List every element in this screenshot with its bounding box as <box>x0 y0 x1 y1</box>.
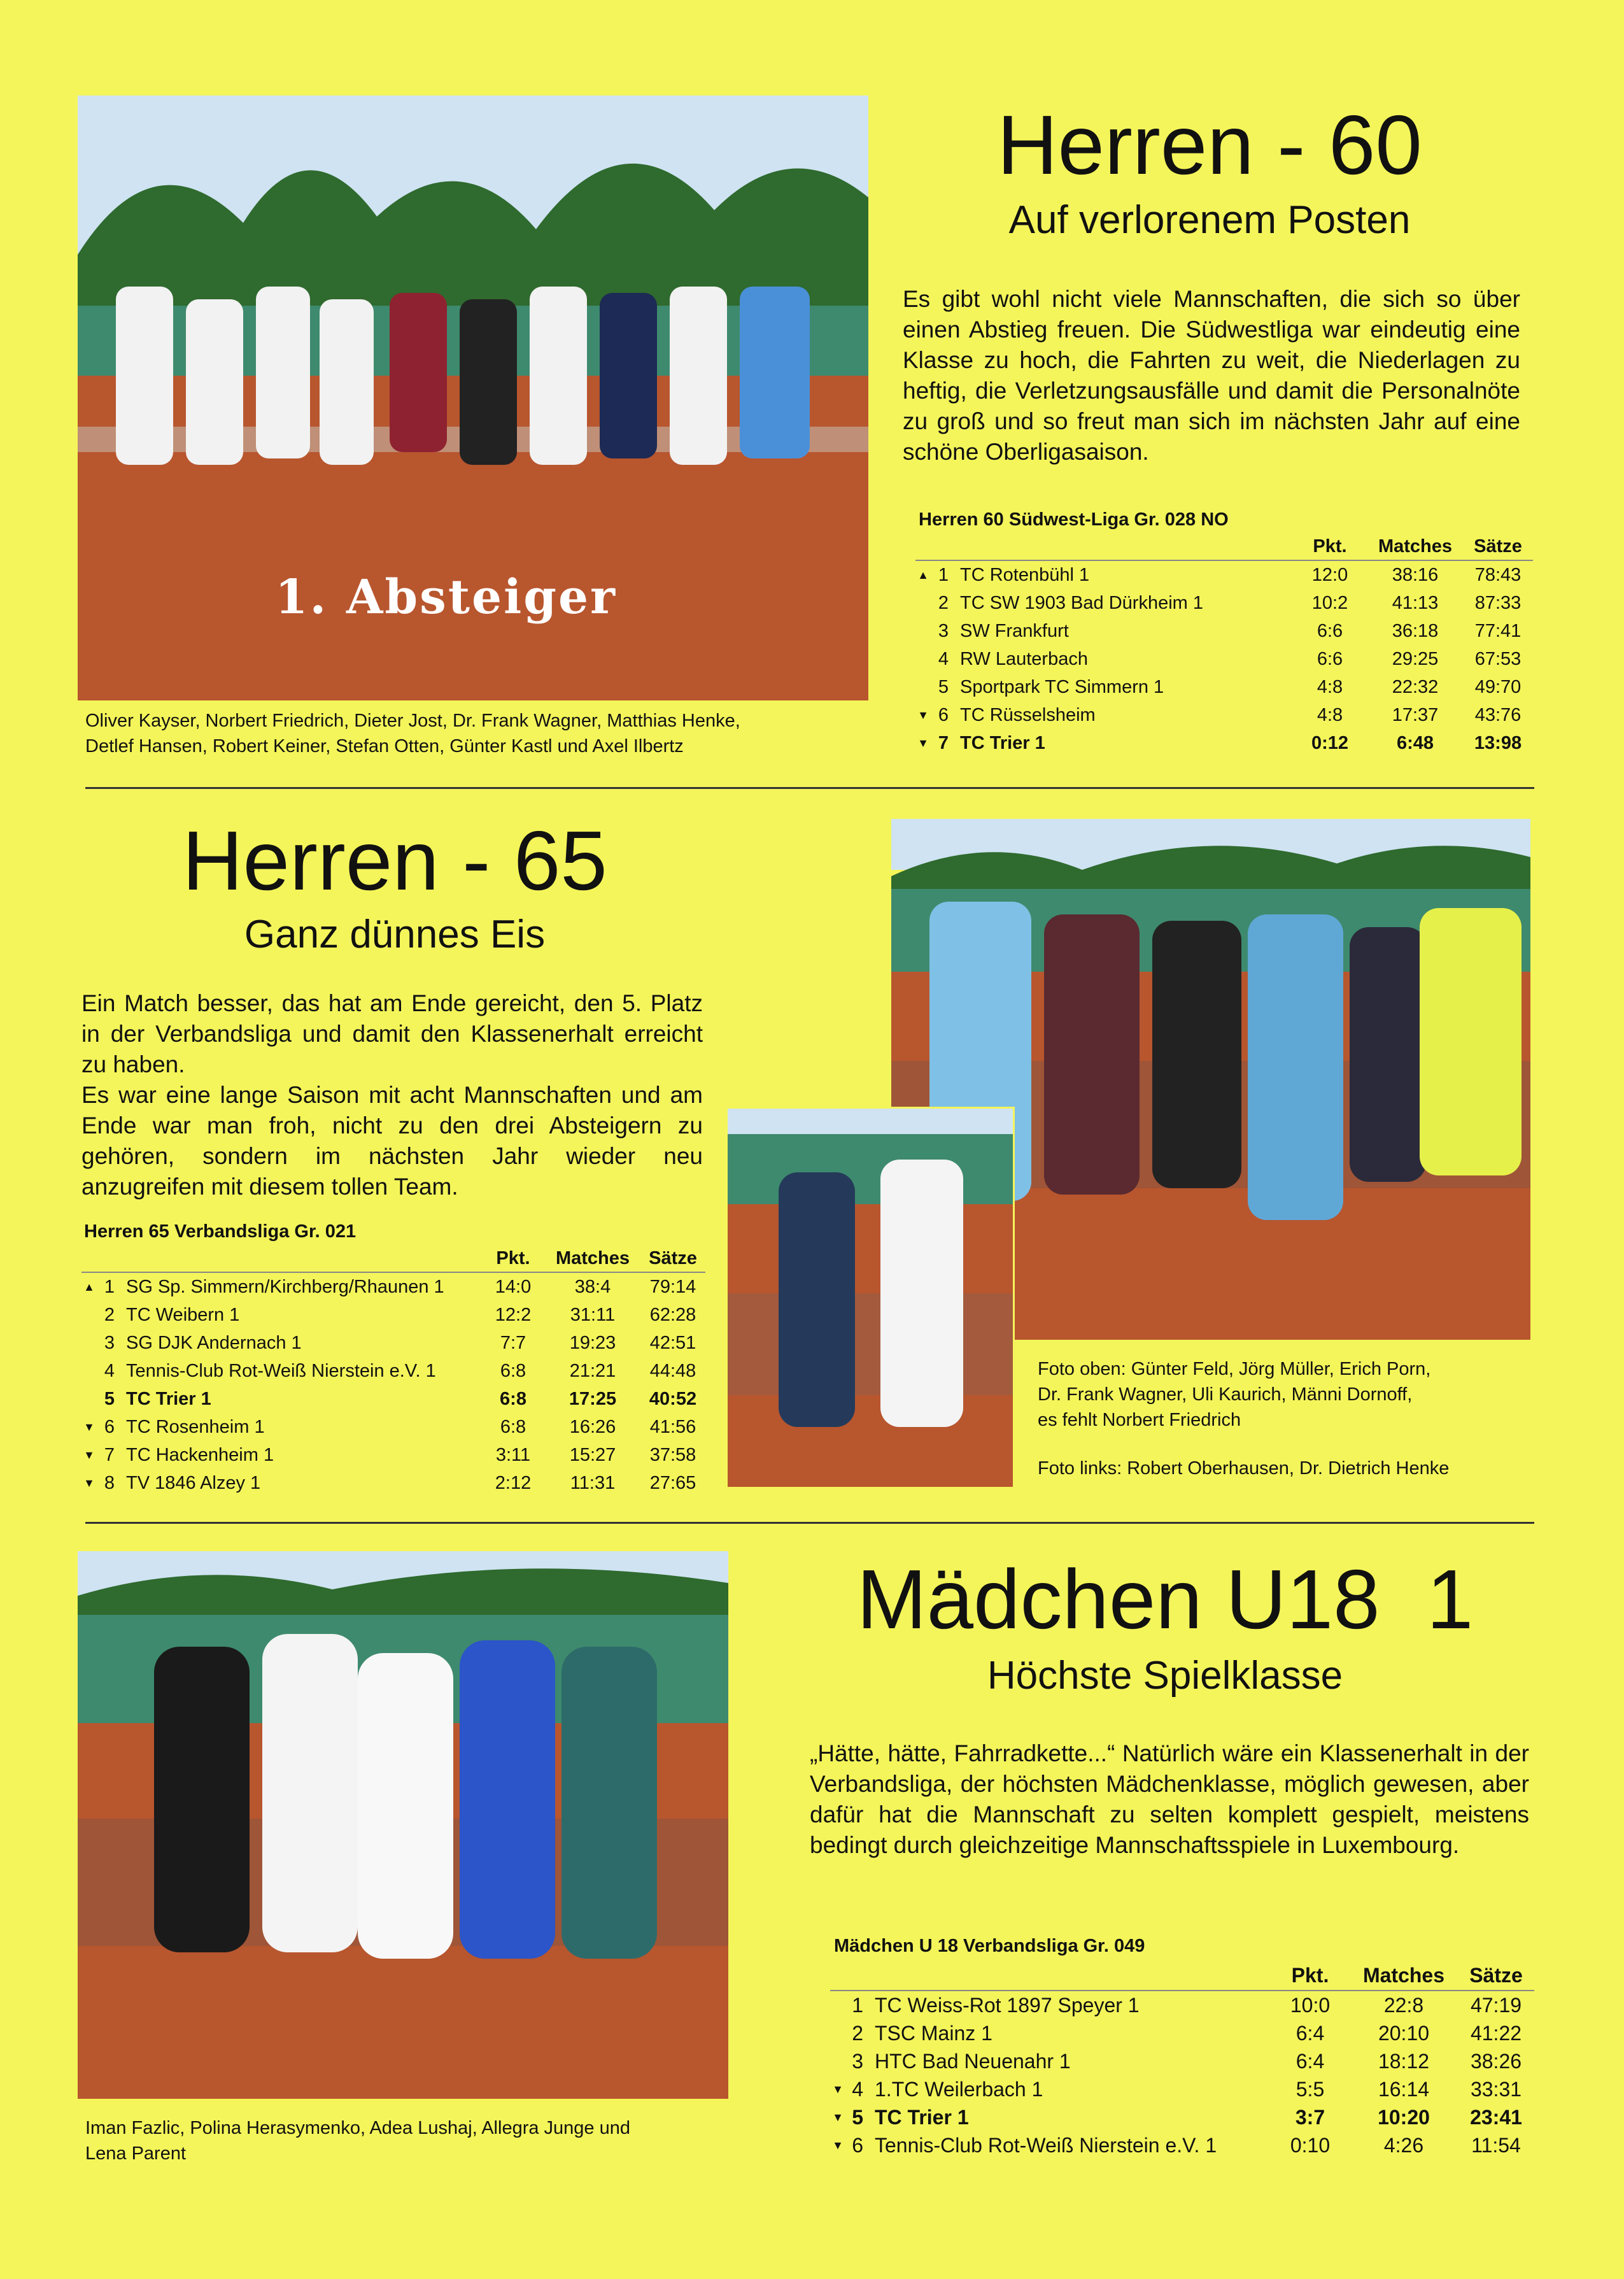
herren65-body-paragraph-1: Ein Match besser, das hat am Ende gereicht, den 5. Platz in der Verbandsliga und damit den Klassenerhalt erreicht zu haben. <box>81 990 703 1077</box>
table-row <box>915 645 1533 673</box>
matches-cell: 38:16 <box>1392 564 1439 585</box>
table-row <box>830 2047 1534 2075</box>
team-cell: RW Lauterbach <box>960 648 1088 669</box>
matches-cell: 6:48 <box>1396 732 1434 753</box>
table-row <box>915 701 1533 729</box>
team-cell: TC Rotenbühl 1 <box>960 564 1090 585</box>
table-row <box>81 1441 705 1469</box>
col-header-saetze: Sätze <box>1474 536 1522 557</box>
rank-cell: 2 <box>852 2021 863 2045</box>
rank-change-arrow: ▼ <box>832 2082 844 2096</box>
sets-cell: 62:28 <box>649 1304 696 1325</box>
caption-line: es fehlt Norbert Friedrich <box>1038 1410 1241 1430</box>
herren65-body-paragraph-2: Es war eine lange Saison mit acht Mannschaften und am Ende war man froh, nicht zu den drei Absteigern zu gehören, sondern im nächsten Jahr wieder neu anzugreifen mit diesem tollen Team. <box>81 1082 703 1200</box>
rank-cell: 7 <box>938 732 949 753</box>
matches-cell: 17:25 <box>568 1388 617 1409</box>
rank-change-arrow: ▼ <box>83 1448 95 1461</box>
col-header-matches: Matches <box>555 1248 630 1268</box>
herren60-team-photo <box>78 96 868 700</box>
caption-line: Iman Fazlic, Polina Herasymenko, Adea Lushaj, Allegra Junge und <box>85 2118 630 2138</box>
points-cell: 3:7 <box>1295 2105 1325 2129</box>
rank-change-arrow <box>915 617 931 645</box>
photo-overlay-text: 1. Absteiger <box>275 570 618 625</box>
points-cell: 4:8 <box>1317 704 1343 725</box>
team-cell: TC Weibern 1 <box>126 1304 240 1325</box>
section-divider <box>85 1522 1534 1524</box>
table-row <box>915 673 1533 701</box>
rank-change-arrow <box>830 2047 845 2075</box>
rank-change-arrow <box>81 1357 97 1385</box>
matches-cell: 31:11 <box>570 1304 616 1325</box>
team-cell: Tennis-Club Rot-Weiß Nierstein e.V. 1 <box>875 2133 1217 2157</box>
rank-cell: 4 <box>938 648 949 669</box>
rank-cell: 4 <box>852 2077 863 2101</box>
sets-cell: 42:51 <box>649 1332 696 1353</box>
rank-change-arrow: ▼ <box>917 708 929 721</box>
table-row <box>81 1272 705 1301</box>
caption-line: Detlef Hansen, Robert Keiner, Stefan Otten, Günter Kastl und Axel Ilbertz <box>85 736 684 756</box>
sets-cell: 67:53 <box>1474 648 1522 669</box>
table-row <box>81 1357 705 1385</box>
matches-cell: 15:27 <box>569 1444 616 1465</box>
sets-cell: 43:76 <box>1474 704 1522 725</box>
rank-cell: 4 <box>104 1360 115 1381</box>
sets-cell: 40:52 <box>649 1388 697 1409</box>
caption-line: Dr. Frank Wagner, Uli Kaurich, Männi Dornoff, <box>1038 1384 1413 1405</box>
table-row <box>81 1469 705 1497</box>
rank-change-arrow <box>830 1991 845 2019</box>
table-row <box>81 1329 705 1357</box>
points-cell: 12:2 <box>495 1304 532 1325</box>
table-row <box>830 2131 1534 2159</box>
matches-cell: 10:20 <box>1378 2105 1430 2129</box>
sets-cell: 13:98 <box>1474 732 1522 753</box>
team-cell: TC Trier 1 <box>126 1388 211 1409</box>
points-cell: 12:0 <box>1311 564 1348 585</box>
team-cell: TC Hackenheim 1 <box>126 1444 274 1465</box>
rank-change-arrow <box>915 645 931 673</box>
matches-cell: 38:4 <box>574 1276 611 1297</box>
team-cell: TC SW 1903 Bad Dürkheim 1 <box>960 592 1203 613</box>
team-cell: SW Frankfurt <box>960 620 1069 641</box>
points-cell: 0:10 <box>1290 2133 1331 2157</box>
matches-cell: 21:21 <box>569 1360 616 1381</box>
sets-cell: 44:48 <box>649 1360 696 1381</box>
points-cell: 6:8 <box>500 1360 526 1381</box>
rank-change-arrow: ▼ <box>832 2138 844 2152</box>
herren65-body <box>81 988 703 1202</box>
herren60-title: Herren - 60 <box>997 98 1422 192</box>
rank-change-arrow <box>81 1329 97 1357</box>
herren60-table-title: Herren 60 Südwest-Liga Gr. 028 NO <box>919 509 1229 530</box>
rank-cell: 3 <box>104 1332 115 1353</box>
table-row <box>830 2075 1534 2103</box>
sets-cell: 41:56 <box>649 1416 696 1437</box>
points-cell: 4:8 <box>1317 676 1343 697</box>
team-cell: SG Sp. Simmern/Kirchberg/Rhaunen 1 <box>126 1276 444 1297</box>
team-cell: TV 1846 Alzey 1 <box>126 1472 261 1493</box>
points-cell: 6:8 <box>500 1416 526 1437</box>
team-cell: TC Rosenheim 1 <box>126 1416 265 1437</box>
sets-cell: 27:65 <box>649 1472 696 1493</box>
team-cell: Sportpark TC Simmern 1 <box>960 676 1164 697</box>
points-cell: 5:5 <box>1296 2077 1325 2101</box>
rank-cell: 2 <box>938 592 949 613</box>
rank-cell: 6 <box>852 2133 863 2157</box>
points-cell: 6:6 <box>1317 648 1343 669</box>
matches-cell: 22:8 <box>1383 1993 1424 2017</box>
herren60-subtitle: Auf verlorenem Posten <box>1008 198 1411 242</box>
table-row <box>915 560 1533 589</box>
maedchen-title: Mädchen U18 1 <box>856 1552 1474 1646</box>
rank-change-arrow: ▼ <box>917 736 929 749</box>
matches-cell: 16:26 <box>569 1416 616 1437</box>
herren65-second-photo <box>726 1107 1015 1489</box>
maedchen-team-photo <box>78 1551 728 2099</box>
sets-cell: 78:43 <box>1474 564 1522 585</box>
rank-change-arrow <box>915 673 931 701</box>
matches-cell: 20:10 <box>1378 2021 1430 2045</box>
rank-cell: 1 <box>104 1276 115 1297</box>
points-cell: 3:11 <box>495 1444 531 1465</box>
rank-change-arrow: ▲ <box>917 568 929 581</box>
herren65-subtitle: Ganz dünnes Eis <box>244 912 546 956</box>
col-header-saetze: Sätze <box>649 1248 697 1268</box>
table-row <box>81 1413 705 1441</box>
matches-cell: 18:12 <box>1378 2049 1430 2073</box>
rank-change-arrow <box>81 1301 97 1329</box>
sets-cell: 23:41 <box>1470 2105 1522 2129</box>
rank-cell: 6 <box>938 704 949 725</box>
sets-cell: 38:26 <box>1470 2049 1522 2073</box>
rank-cell: 6 <box>104 1416 115 1437</box>
matches-cell: 22:32 <box>1392 676 1439 697</box>
col-header-matches: Matches <box>1362 1964 1445 1987</box>
col-header-pkt: Pkt. <box>1313 536 1347 557</box>
matches-cell: 16:14 <box>1378 2077 1430 2101</box>
maedchen-photo-caption <box>85 2115 735 2166</box>
herren65-league-table <box>81 1248 705 1497</box>
table-row <box>830 2103 1534 2131</box>
points-cell: 7:7 <box>500 1332 526 1353</box>
herren65-title: Herren - 65 <box>182 814 607 907</box>
col-header-saetze: Sätze <box>1469 1964 1523 1987</box>
matches-cell: 29:25 <box>1392 648 1439 669</box>
matches-cell: 19:23 <box>569 1332 616 1353</box>
points-cell: 6:6 <box>1317 620 1343 641</box>
table-row <box>830 1991 1534 2019</box>
rank-change-arrow: ▲ <box>83 1280 95 1293</box>
points-cell: 10:2 <box>1311 592 1348 613</box>
sets-cell: 47:19 <box>1470 1993 1522 2017</box>
points-cell: 2:12 <box>495 1472 532 1493</box>
table-row <box>81 1301 705 1329</box>
herren65-photo-caption-top <box>1038 1356 1534 1433</box>
rank-change-arrow <box>830 2019 845 2047</box>
team-cell: TSC Mainz 1 <box>875 2021 992 2045</box>
rank-cell: 5 <box>938 676 949 697</box>
maedchen-subtitle: Höchste Spielklasse <box>987 1654 1343 1698</box>
col-header-matches: Matches <box>1378 536 1453 557</box>
table-row <box>915 589 1533 617</box>
herren60-league-table <box>915 536 1533 757</box>
points-cell: 10:0 <box>1290 1993 1331 2017</box>
table-row <box>915 729 1533 757</box>
rank-cell: 1 <box>852 1993 863 2017</box>
team-cell: Tennis-Club Rot-Weiß Nierstein e.V. 1 <box>126 1360 436 1381</box>
team-cell: TC Weiss-Rot 1897 Speyer 1 <box>875 1993 1140 2017</box>
maedchen-table-title: Mädchen U 18 Verbandsliga Gr. 049 <box>834 1936 1145 1956</box>
sets-cell: 33:31 <box>1470 2077 1522 2101</box>
herren65-table-title: Herren 65 Verbandsliga Gr. 021 <box>84 1221 357 1242</box>
rank-change-arrow <box>81 1385 97 1413</box>
matches-cell: 41:13 <box>1392 592 1439 613</box>
rank-change-arrow <box>915 589 931 617</box>
herren60-photo-caption <box>85 708 875 759</box>
rank-cell: 3 <box>938 620 949 641</box>
table-row <box>915 617 1533 645</box>
section-divider <box>85 787 1534 789</box>
points-cell: 14:0 <box>495 1276 532 1297</box>
caption-line: Oliver Kayser, Norbert Friedrich, Dieter Jost, Dr. Frank Wagner, Matthias Henke, <box>85 711 740 731</box>
col-header-pkt: Pkt. <box>496 1248 530 1268</box>
points-cell: 6:4 <box>1296 2021 1325 2045</box>
maedchen-league-table <box>830 1964 1534 2159</box>
rank-cell: 7 <box>104 1444 115 1465</box>
rank-cell: 2 <box>104 1304 115 1325</box>
team-cell: TC Trier 1 <box>875 2105 969 2129</box>
team-cell: TC Rüsselsheim <box>960 704 1096 725</box>
sets-cell: 49:70 <box>1474 676 1522 697</box>
sets-cell: 11:54 <box>1471 2133 1521 2157</box>
rank-change-arrow: ▼ <box>83 1420 95 1433</box>
herren60-body: Es gibt wohl nicht viele Mannschaften, die sich so über einen Abstieg freuen. Die Südwestliga war eindeutig eine Klasse zu hoch, die Fahrten zu weit, die Niederlagen zu heftig, die Verletzungsausfälle und damit die Personalnöte zu groß und so freut man sich im nächsten Jahr auf eine schöne Oberligasaison. <box>903 286 1520 465</box>
caption-line: Foto oben: Günter Feld, Jörg Müller, Erich Porn, <box>1038 1359 1431 1379</box>
rank-cell: 3 <box>852 2049 863 2073</box>
sets-cell: 77:41 <box>1474 620 1522 641</box>
rank-cell: 5 <box>852 2105 863 2129</box>
sets-cell: 79:14 <box>649 1276 696 1297</box>
points-cell: 6:4 <box>1296 2049 1325 2073</box>
matches-cell: 17:37 <box>1392 704 1439 725</box>
points-cell: 6:8 <box>500 1388 526 1409</box>
rank-cell: 8 <box>104 1472 115 1493</box>
rank-change-arrow: ▼ <box>83 1476 95 1489</box>
sets-cell: 41:22 <box>1470 2021 1522 2045</box>
table-row <box>830 2019 1534 2047</box>
col-header-pkt: Pkt. <box>1291 1964 1329 1987</box>
herren65-photo-caption-left: Foto links: Robert Oberhausen, Dr. Dietrich Henke <box>1038 1458 1450 1479</box>
team-cell: 1.TC Weilerbach 1 <box>875 2077 1043 2101</box>
team-cell: TC Trier 1 <box>960 732 1045 753</box>
points-cell: 0:12 <box>1311 732 1349 753</box>
sets-cell: 37:58 <box>649 1444 696 1465</box>
team-cell: HTC Bad Neuenahr 1 <box>875 2049 1071 2073</box>
maedchen-body: „Hätte, hätte, Fahrradkette...“ Natürlich wäre ein Klassenerhalt in der Verbandsliga, der höchsten Mädchenklasse, möglich gewesen, aber dafür hat die Mannschaft zu selten komplett gespielt, meistens bedingt durch gleichzeitige Mannschaftsspiele in Luxembourg. <box>810 1740 1529 1858</box>
rank-change-arrow: ▼ <box>832 2110 844 2124</box>
caption-line: Lena Parent <box>85 2143 187 2164</box>
matches-cell: 11:31 <box>570 1472 616 1493</box>
rank-cell: 5 <box>104 1388 115 1409</box>
matches-cell: 36:18 <box>1392 620 1439 641</box>
team-cell: SG DJK Andernach 1 <box>126 1332 302 1353</box>
matches-cell: 4:26 <box>1383 2133 1424 2157</box>
sets-cell: 87:33 <box>1474 592 1522 613</box>
rank-cell: 1 <box>938 564 949 585</box>
table-row <box>81 1385 705 1413</box>
